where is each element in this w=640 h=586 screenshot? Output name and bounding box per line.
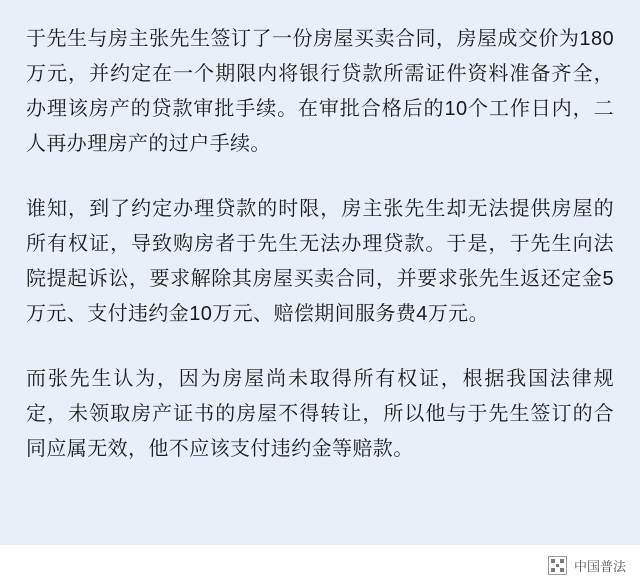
- article-paragraph: 于先生与房主张先生签订了一份房屋买卖合同，房屋成交价为180万元，并约定在一个期限内将银行贷款所需证件资料准备齐全，办理该房产的贷款审批手续。在审批合格后的10个工作日内，二人再办理房产的过户手续。: [26, 28, 614, 155]
- article-paragraph: 谁知，到了约定办理贷款的时限，房主张先生却无法提供房屋的所有权证，导致购房者于先生无法办理贷款。于是，于先生向法院提起诉讼，要求解除其房屋买卖合同，并要求张先生返还定金5万元、支付违约金10万元、赔偿期间服务费4万元。: [26, 198, 614, 325]
- footer-bar: [0, 545, 640, 586]
- account-attribution[interactable]: [548, 556, 626, 575]
- article-paragraph: 而张先生认为，因为房屋尚未取得所有权证，根据我国法律规定，未领取房产证书的房屋不得转让，所以他与于先生签订的合同应属无效，他不应该支付违约金等赔款。: [26, 368, 614, 460]
- account-name: 中国普法: [573, 559, 626, 574]
- qrcode-icon: [548, 556, 567, 575]
